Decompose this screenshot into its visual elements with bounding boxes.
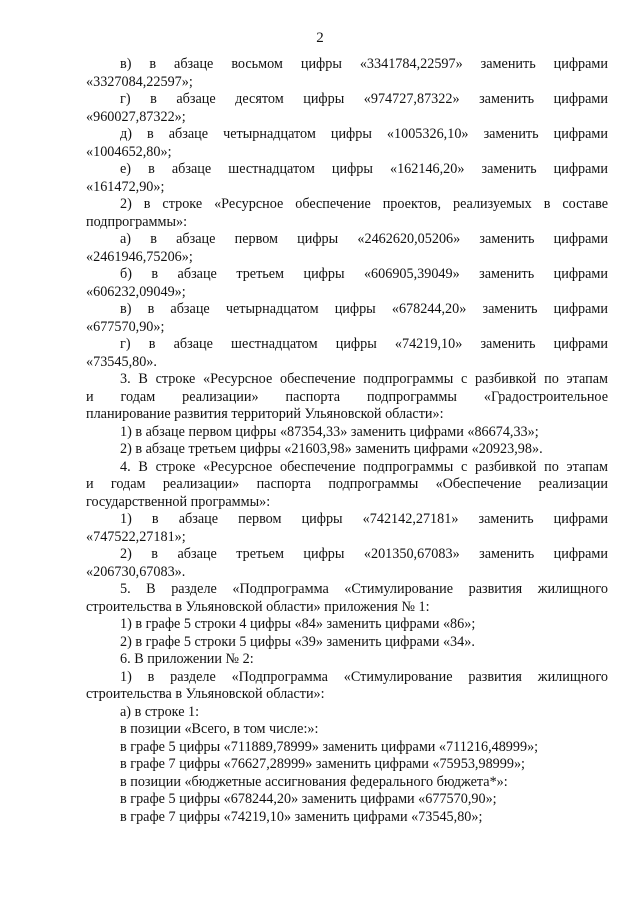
text-line: г) в абзаце шестнадцатом цифры «74219,10» заменить цифрами <box>120 336 608 352</box>
text-line: «73545,80». <box>86 353 157 370</box>
text-line: государственной программы»: <box>86 493 271 510</box>
text-line: в графе 7 цифры «76627,28999» заменить цифрами «75953,98999»; <box>120 756 525 772</box>
text-line: «161472,90»; <box>86 178 165 195</box>
text-line: а) в строке 1: <box>120 703 200 720</box>
page-number: 2 <box>316 30 324 46</box>
text-line: в графе 5 цифры «711889,78999» заменить цифрами «711216,48999»; <box>120 738 539 755</box>
text-line: в графе 7 цифры «74219,10» заменить цифрами «73545,80»; <box>120 808 483 825</box>
text-line: «206730,67083». <box>86 563 186 580</box>
text-line: 2) в абзаце третьем цифры «201350,67083» заменить цифрами <box>120 546 608 562</box>
text-line: г) в абзаце десятом цифры «974727,87322» заменить цифрами <box>120 91 608 107</box>
text-line: и годам реализации» паспорта подпрограммы «Градостроительное <box>86 388 608 405</box>
text-line: е) в абзаце шестнадцатом цифры «162146,20» заменить цифрами <box>120 161 608 177</box>
text-line: в графе 5 цифры «678244,20» заменить цифрами «677570,90»; <box>120 791 497 807</box>
text-line: д) в абзаце четырнадцатом цифры «1005326,10» заменить цифрами <box>120 126 608 142</box>
text-line: «747522,27181»; <box>86 528 186 545</box>
document-body <box>86 56 608 826</box>
text-line: в) в абзаце четырнадцатом цифры «678244,20» заменить цифрами <box>120 301 608 317</box>
text-line: «606232,09049»; <box>86 283 186 300</box>
text-line: 6. В приложении № 2: <box>120 651 254 667</box>
text-line: в) в абзаце восьмом цифры «3341784,22597» заменить цифрами <box>120 56 608 72</box>
text-line: 2) в графе 5 строки 5 цифры «39» заменить цифрами «34». <box>120 633 475 650</box>
text-line: строительства в Ульяновской области» приложения № 1: <box>86 598 430 615</box>
text-line: 5. В разделе «Подпрограмма «Стимулирование развития жилищного <box>120 581 608 597</box>
text-line: а) в абзаце первом цифры «2462620,05206» заменить цифрами <box>120 231 608 247</box>
text-line: «960027,87322»; <box>86 108 186 125</box>
text-line: и годам реализации» паспорта подпрограммы «Обеспечение реализации <box>86 476 608 492</box>
text-line: 4. В строке «Ресурсное обеспечение подпрограммы с разбивкой по этапам <box>120 458 608 475</box>
text-line: 2) в абзаце третьем цифры «21603,98» заменить цифрами «20923,98». <box>120 441 543 457</box>
text-line: в позиции «бюджетные ассигнования федерального бюджета*»: <box>120 773 508 790</box>
text-line: планирование развития территорий Ульяновской области»: <box>86 406 444 422</box>
text-line: 3. В строке «Ресурсное обеспечение подпрограммы с разбивкой по этапам <box>120 371 608 387</box>
text-line: б) в абзаце третьем цифры «606905,39049» заменить цифрами <box>120 266 608 282</box>
text-line: «677570,90»; <box>86 318 165 335</box>
text-line: подпрограммы»: <box>86 213 188 230</box>
text-line: 2) в строке «Ресурсное обеспечение проектов, реализуемых в составе <box>120 196 608 212</box>
text-line: 1) в абзаце первом цифры «87354,33» заменить цифрами «86674,33»; <box>120 423 539 440</box>
text-line: строительства в Ульяновской области»: <box>86 686 325 702</box>
text-line: «2461946,75206»; <box>86 248 193 265</box>
text-line: 1) в абзаце первом цифры «742142,27181» заменить цифрами <box>120 511 608 527</box>
text-line: «1004652,80»; <box>86 143 172 160</box>
text-line: «3327084,22597»; <box>86 73 193 90</box>
text-line: 1) в разделе «Подпрограмма «Стимулирование развития жилищного <box>120 668 608 685</box>
text-line: 1) в графе 5 строки 4 цифры «84» заменить цифрами «86»; <box>120 616 476 632</box>
text-line: в позиции «Всего, в том числе:»: <box>120 721 319 737</box>
